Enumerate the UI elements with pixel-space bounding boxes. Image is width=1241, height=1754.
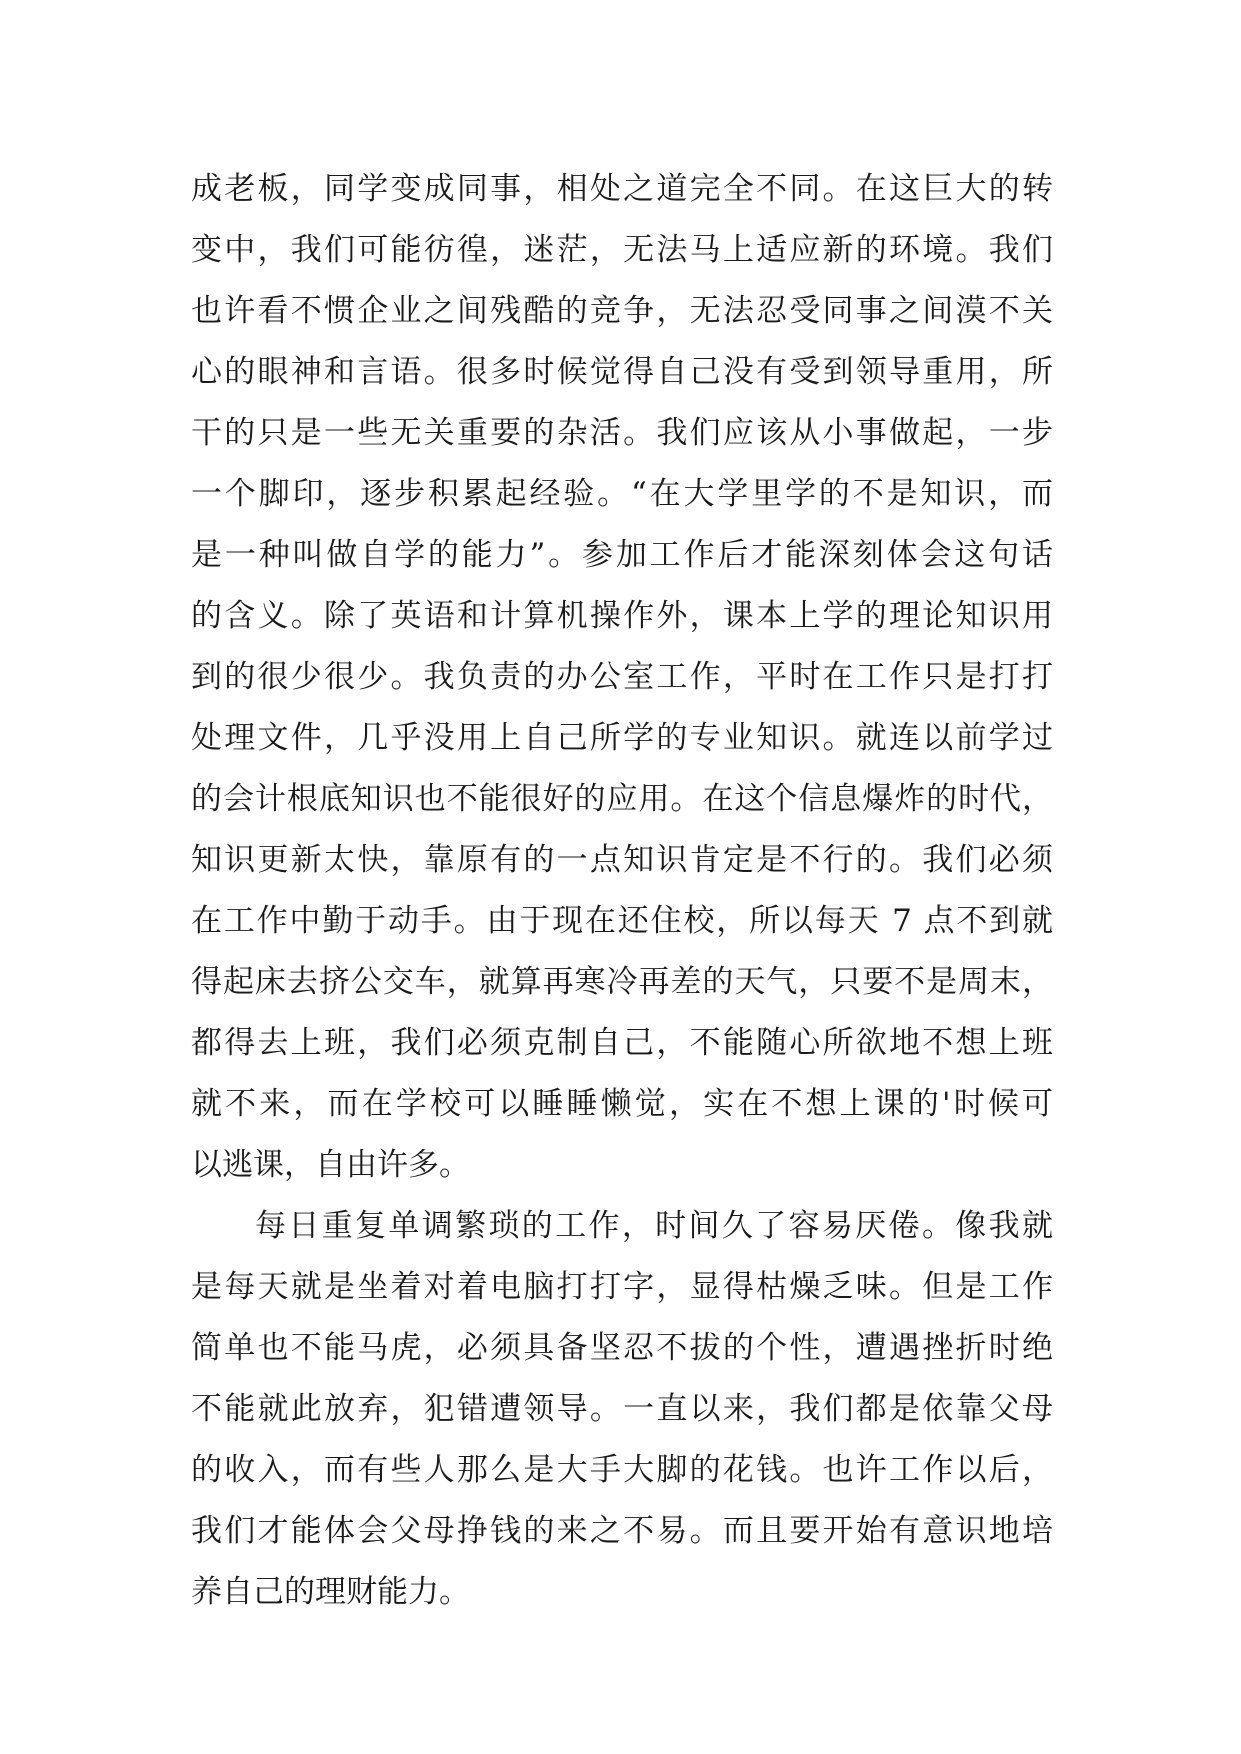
text-line: 以逃课，自由许多。 [191, 1147, 470, 1183]
text-line: 我们才能体会父母挣钱的来之不易。而且要开始有意识地培 [191, 1513, 1053, 1549]
text-line: 的含义。除了英语和计算机操作外，课本上学的理论知识用 [191, 598, 1053, 634]
text-line: 是一种叫做自学的能力”。参加工作后才能深刻体会这句话 [191, 537, 1053, 573]
text-line: 心的眼神和言语。很多时候觉得自己没有受到领导重用，所 [191, 354, 1053, 390]
text-line: 是每天就是坐着对着电脑打打字，显得枯燥乏味。但是工作 [191, 1269, 1053, 1305]
text-line: 的会计根底知识也不能很好的应用。在这个信息爆炸的时代， [191, 781, 1053, 817]
body-text [191, 159, 1053, 1623]
text-line: 也许看不惯企业之间残酷的竞争，无法忍受同事之间漠不关 [191, 293, 1053, 329]
paragraph-first-line: 每日重复单调繁琐的工作，时间久了容易厌倦。像我就 [255, 1208, 1053, 1244]
text-line: 到的很少很少。我负责的办公室工作，平时在工作只是打打 [191, 659, 1053, 695]
text-line: 就不来，而在学校可以睡睡懒觉，实在不想上课的'时候可 [191, 1086, 1053, 1122]
text-line: 得起床去挤公交车，就算再寒冷再差的天气，只要不是周末， [191, 964, 1053, 1000]
text-line: 不能就此放弃，犯错遭领导。一直以来，我们都是依靠父母 [191, 1391, 1053, 1427]
text-line: 变中，我们可能彷徨，迷茫，无法马上适应新的环境。我们 [191, 232, 1053, 268]
text-line: 成老板，同学变成同事，相处之道完全不同。在这巨大的转 [191, 171, 1053, 207]
text-line: 处理文件，几乎没用上自己所学的专业知识。就连以前学过 [191, 720, 1053, 756]
text-line: 知识更新太快，靠原有的一点知识肯定是不行的。我们必须 [191, 842, 1053, 878]
text-line: 在工作中勤于动手。由于现在还住校，所以每天 7 点不到就 [191, 903, 1053, 939]
text-line: 干的只是一些无关重要的杂活。我们应该从小事做起，一步 [191, 415, 1053, 451]
text-line: 简单也不能马虎，必须具备坚忍不拔的个性，遭遇挫折时绝 [191, 1330, 1053, 1366]
text-line: 养自己的理财能力。 [191, 1574, 470, 1610]
text-line: 都得去上班，我们必须克制自己，不能随心所欲地不想上班 [191, 1025, 1053, 1061]
text-line: 一个脚印，逐步积累起经验。“在大学里学的不是知识，而 [191, 476, 1053, 512]
text-line: 的收入，而有些人那么是大手大脚的花钱。也许工作以后， [191, 1452, 1053, 1488]
